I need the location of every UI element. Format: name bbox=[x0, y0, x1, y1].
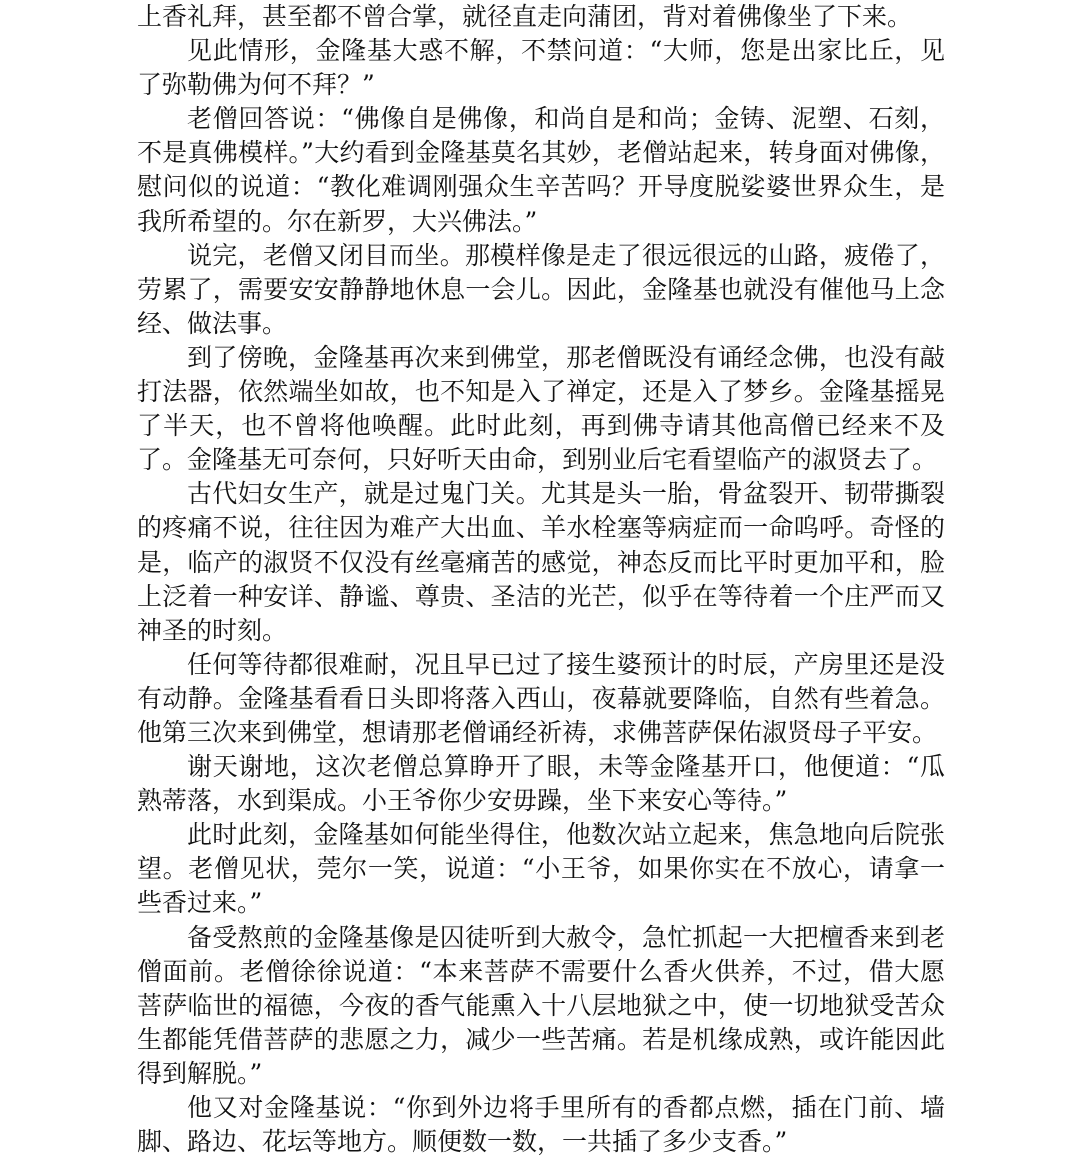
paragraph-4: 说完，老僧又闭目而坐。那模样像是走了很远很远的山路，疲倦了，劳累了，需要安安静静地休息一会儿。因此，金隆基也就没有催他马上念经、做法事。 bbox=[137, 240, 945, 338]
paragraph-9: 此时此刻，金隆基如何能坐得住，他数次站立起来，焦急地向后院张望。老僧见状，莞尔一笑，说道：“小王爷，如果你实在不放心，请拿一些香过来。” bbox=[137, 820, 945, 918]
paragraph-11: 他又对金隆基说：“你到外边将手里所有的香都点燃，插在门前、墙脚、路边、花坛等地方。顺便数一数，一共插了多少支香。” bbox=[137, 1093, 945, 1157]
document-page bbox=[137, 0, 945, 1159]
paragraph-6: 古代妇女生产，就是过鬼门关。尤其是头一胎，骨盆裂开、韧带撕裂的疼痛不说，往往因为难产大出血、羊水栓塞等病症而一命呜呼。奇怪的是，临产的淑贤不仅没有丝毫痛苦的感觉，神态反而比平时更加平和，脸上泛着一种安详、静谧、尊贵、圣洁的光芒，似乎在等待着一个庄严而又神圣的时刻。 bbox=[137, 479, 945, 645]
paragraph-8: 谢天谢地，这次老僧总算睁开了眼，未等金隆基开口，他便道：“瓜熟蒂落，水到渠成。小王爷你少安毋躁，坐下来安心等待。” bbox=[137, 752, 945, 816]
paragraph-5: 到了傍晚，金隆基再次来到佛堂，那老僧既没有诵经念佛，也没有敲打法器，依然端坐如故，也不知是入了禅定，还是入了梦乡。金隆基摇晃了半天，也不曾将他唤醒。此时此刻，再到佛寺请其他高僧已经来不及了。金隆基无可奈何，只好听天由命，到别业后宅看望临产的淑贤去了。 bbox=[137, 342, 945, 475]
paragraph-7: 任何等待都很难耐，况且早已过了接生婆预计的时辰，产房里还是没有动静。金隆基看看日头即将落入西山，夜幕就要降临，自然有些着急。他第三次来到佛堂，想请那老僧诵经祈祷，求佛菩萨保佑淑贤母子平安。 bbox=[137, 649, 945, 747]
paragraph-3: 老僧回答说：“佛像自是佛像，和尚自是和尚；金铸、泥塑、石刻，不是真佛模样。”大约看到金隆基莫名其妙，老僧站起来，转身面对佛像，慰问似的说道：“教化难调刚强众生辛苦吗？开导度脱娑婆世界众生，是我所希望的。尔在新罗，大兴佛法。” bbox=[137, 104, 945, 236]
paragraph-10: 备受熬煎的金隆基像是囚徒听到大赦令，急忙抓起一大把檀香来到老僧面前。老僧徐徐说道：“本来菩萨不需要什么香火供养，不过，借大愿菩萨临世的福德，今夜的香气能熏入十八层地狱之中，使一切地狱受苦众生都能凭借菩萨的悲愿之力，减少一些苦痛。若是机缘成熟，或许能因此得到解脱。” bbox=[137, 922, 945, 1088]
paragraph-2: 见此情形，金隆基大惑不解，不禁问道：“大师，您是出家比丘，见了弥勒佛为何不拜？” bbox=[137, 36, 945, 100]
paragraph-1-continued: 上香礼拜，甚至都不曾合掌，就径直走向蒲团，背对着佛像坐了下来。 bbox=[137, 2, 913, 31]
